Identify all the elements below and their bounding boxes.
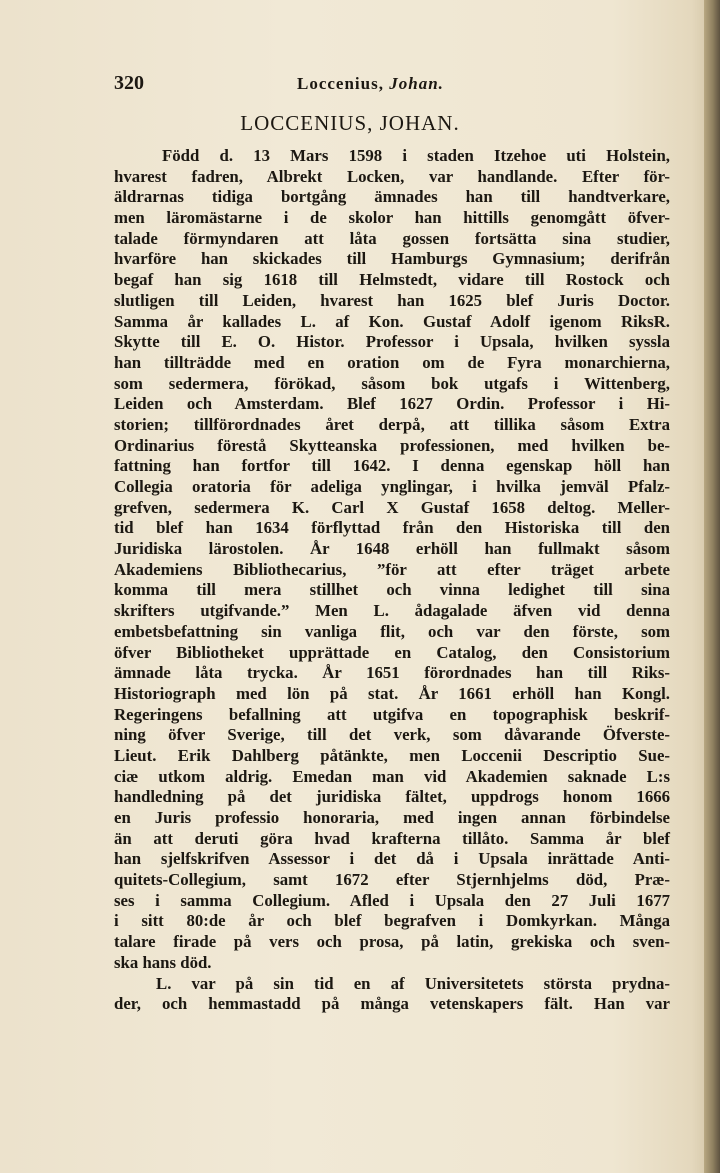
text-line: embetsbefattning sin vanliga flit, och var den förste, som (114, 621, 670, 641)
text-line: äldrarnas tidiga bortgång ämnades han till handtverkare, (114, 187, 670, 207)
text-line: grefven, sedermera K. Carl X Gustaf 1658 deltog. Meller- (114, 497, 670, 517)
running-title (297, 74, 444, 94)
text-line: han sjelfskrifven Assessor i det då i Upsala inrättade Anti- (114, 849, 670, 869)
text-line: än att deruti göra hvad krafterna tillåto. Samma år blef (114, 828, 670, 848)
running-title-given: Johan. (389, 74, 444, 93)
text-line: talare firade på vers och prosa, på latin, grekiska och sven- (114, 932, 670, 952)
text-line: öfver Bibliotheket upprättade en Catalog, den Consistorium (114, 642, 670, 662)
text-line: slutligen till Leiden, hvarest han 1625 blef Juris Doctor. (114, 290, 670, 310)
page-edge-shadow (704, 0, 720, 1173)
text-line: quitets-Collegium, samt 1672 efter Stjernhjelms död, Præ- (114, 870, 670, 890)
text-line: Historiograph med lön på stat. År 1661 erhöll han Kongl. (114, 683, 670, 703)
text-line: ses i samma Collegium. Afled i Upsala den 27 Juli 1677 (114, 890, 670, 910)
text-line: komma till mera stillhet och vinna ledighet till sina (114, 580, 670, 600)
text-line: Collegia oratoria för adeliga ynglingar, i hvilka jemväl Pfalz- (114, 477, 670, 496)
text-line: men läromästarne i de skolor han hittills genomgått öfver- (114, 208, 670, 228)
text-line: handledning på det juridiska fältet, uppdrogs honom 1666 (114, 787, 670, 807)
text-line: Skytte till E. O. Histor. Professor i Upsala, hvilken syssla (114, 332, 670, 352)
text-line: fattning han fortfor till 1642. I denna egenskap höll han (114, 456, 670, 476)
text-line: talade förmyndaren att låta gossen fortsätta sina studier, (114, 228, 670, 248)
text-line: tid blef han 1634 förflyttad från den Historiska till den (114, 518, 670, 538)
page-header (114, 72, 674, 100)
page-number: 320 (114, 72, 144, 94)
text-line: Samma år kallades L. af Kon. Gustaf Adolf igenom RiksR. (114, 311, 670, 331)
text-line: Juridiska lärostolen. År 1648 erhöll han fullmakt såsom (114, 539, 670, 559)
text-line: som sedermera, förökad, såsom bok utgafs i Wittenberg, (114, 373, 670, 393)
text-line: ning öfver Sverige, till det verk, som dåvarande Öfverste- (114, 725, 670, 745)
text-line: Född d. 13 Mars 1598 i staden Itzehoe uti Holstein, (162, 146, 670, 165)
text-line: en Juris professio honoraria, med ingen annan förbindelse (114, 808, 670, 827)
biography-text (114, 146, 670, 1015)
text-line: Leiden och Amsterdam. Blef 1627 Ordin. Professor i Hi- (114, 394, 670, 414)
text-line: begaf han sig 1618 till Helmstedt, vidare till Rostock och (114, 270, 670, 290)
text-line: L. var på sin tid en af Universitetets största prydna- (156, 973, 670, 993)
text-line: ciæ utkom aldrig. Emedan man vid Akademien saknade L:s (114, 766, 670, 786)
text-line: ämnade låta trycka. År 1651 förordnades han till Riks- (114, 663, 670, 683)
text-line: Akademiens Bibliothecarius, ”för att efter träget arbete (114, 559, 670, 579)
running-title-surname: Loccenius, (297, 74, 384, 93)
text-line: Ordinarius förestå Skytteanska professionen, med hvilken be- (114, 435, 670, 455)
text-line: Lieut. Erik Dahlberg påtänkte, men Loccenii Descriptio Sue- (114, 745, 670, 765)
entry-title: LOCCENIUS, JOHAN. (240, 111, 460, 135)
text-line: skrifters utgifvande.” Men L. ådagalade äfven vid denna (114, 601, 670, 621)
text-line: i sitt 80:de år och blef begrafven i Domkyrkan. Många (114, 911, 670, 931)
text-line: Regeringens befallning att utgifva en topographisk beskrif- (114, 704, 670, 724)
text-line: hvarest fadren, Albrekt Locken, var handlande. Efter för- (114, 166, 670, 186)
text-line: storien; tillförordnades året derpå, att tillika såsom Extra (114, 414, 670, 434)
text-line: han tillträdde med en oration om de Fyra monarchierna, (114, 352, 670, 372)
text-line: hvarföre han skickades till Hamburgs Gymnasium; derifrån (114, 249, 670, 269)
text-line: der, och hemmastadd på många vetenskapers fält. Han var (114, 994, 670, 1014)
text-line: ska hans död. (114, 952, 212, 972)
